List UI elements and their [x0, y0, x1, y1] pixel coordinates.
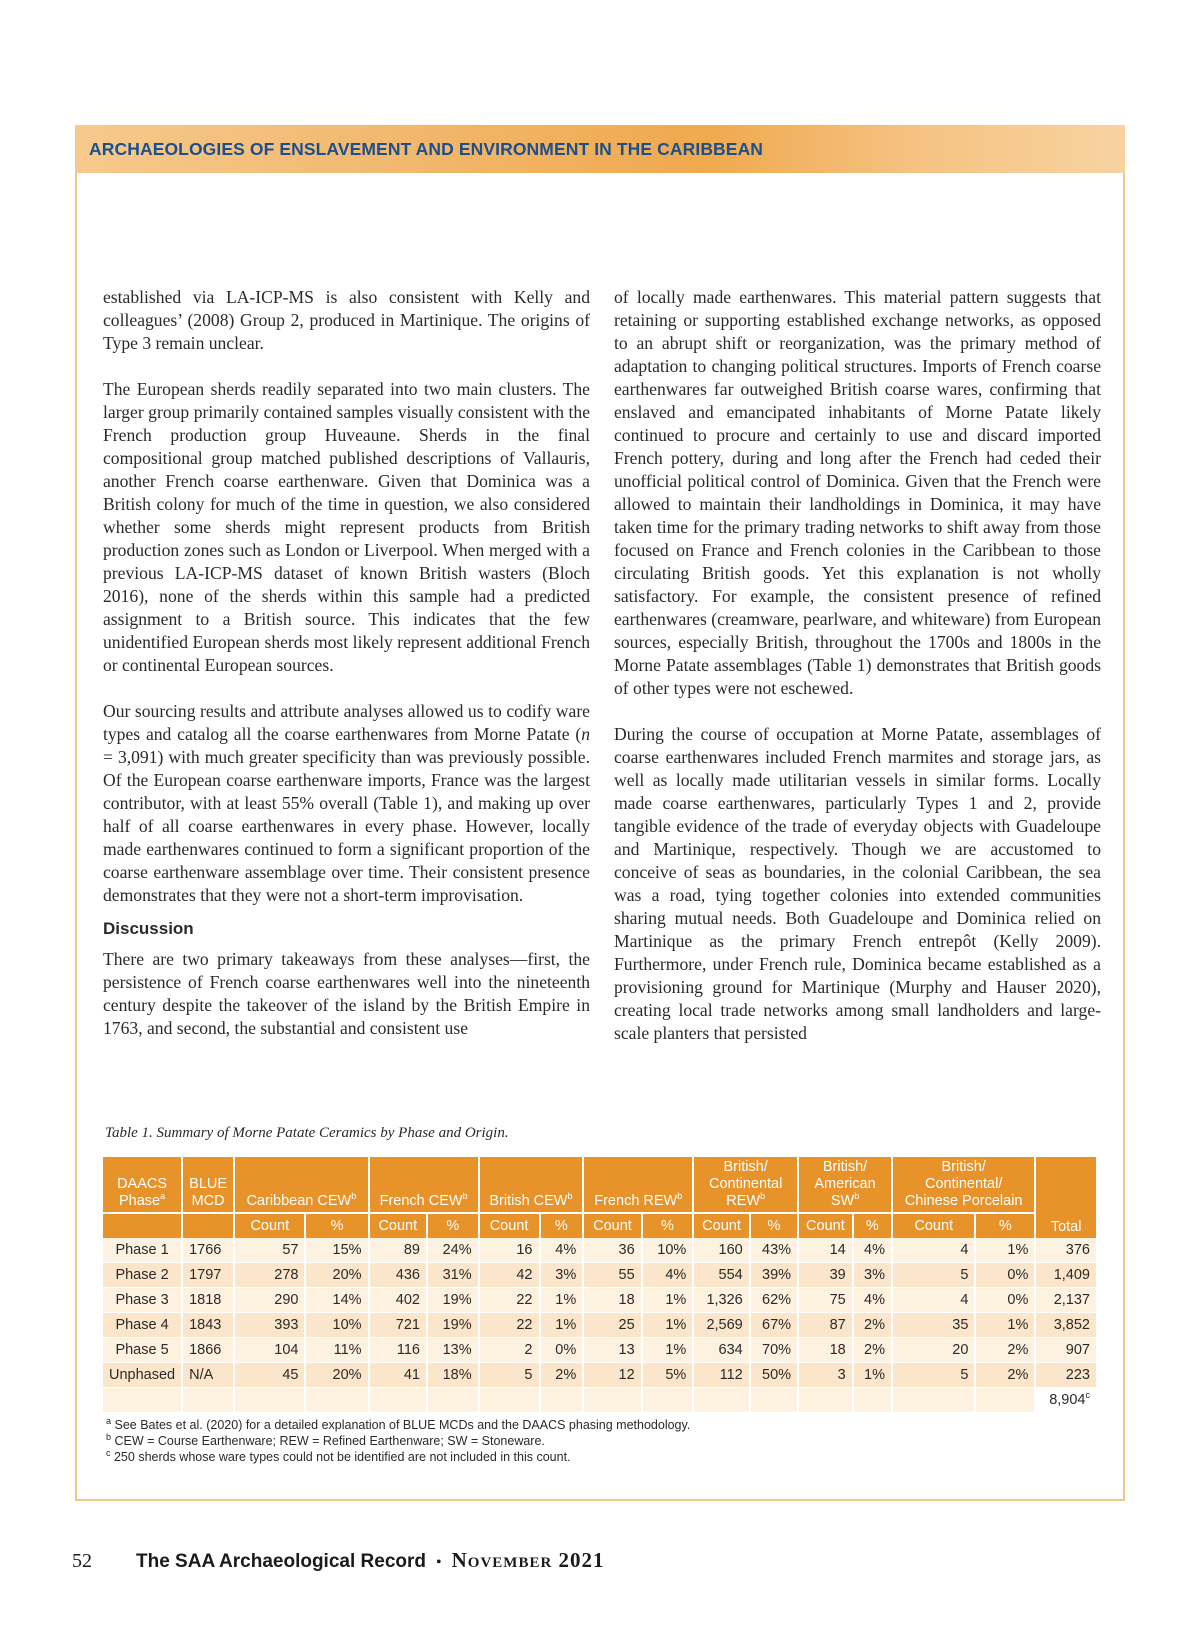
table-cell-c2: 89: [369, 1238, 427, 1263]
subheader-count: Count: [693, 1213, 749, 1238]
table-cell-c3: 2: [479, 1338, 540, 1363]
note-b: $^b$ CEW = Course Earthenware; REW = Refined Earthenware; SW = Stoneware.: [106, 1431, 545, 1448]
table-cell-mcd: 1766: [182, 1238, 234, 1263]
table-cell-mcd: N/A: [182, 1363, 234, 1388]
table-cell-c6: 75: [798, 1288, 853, 1313]
table-cell-phase: Phase 4: [103, 1313, 182, 1338]
table-cell-c2: 436: [369, 1263, 427, 1288]
table-cell-p6: 4%: [853, 1238, 892, 1263]
table-cell-empty: [693, 1388, 749, 1413]
section-heading: Discussion: [103, 919, 194, 938]
table-cell-c3: 42: [479, 1263, 540, 1288]
table-cell-c7: 5: [892, 1363, 975, 1388]
table-cell-mcd: 1797: [182, 1263, 234, 1288]
table-cell-phase: Unphased: [103, 1363, 182, 1388]
col-header-total: Total: [1035, 1157, 1097, 1238]
table-cell-p4: 4%: [642, 1263, 694, 1288]
col-header-brit-am-sw: British/ American $SW^b$: [798, 1157, 892, 1213]
table-cell-c2: 116: [369, 1338, 427, 1363]
col-header-brit-cont-rew: British/ Continental REW$^b$: [693, 1157, 798, 1213]
table-cell-p5: 70%: [750, 1338, 798, 1363]
subheader-blank: [103, 1213, 182, 1238]
table-cell-c1: 393: [234, 1313, 305, 1338]
table-cell-total: 1,409: [1035, 1263, 1097, 1288]
subheader-count: Count: [583, 1213, 641, 1238]
table-cell-p1: 20%: [305, 1263, 368, 1288]
table-cell-p2: 24%: [427, 1238, 479, 1263]
table-cell-total: 2,137: [1035, 1288, 1097, 1313]
table-cell-p2: 13%: [427, 1338, 479, 1363]
table-cell-p2: 18%: [427, 1363, 479, 1388]
table-cell-empty: [369, 1388, 427, 1413]
table-cell-p5: 50%: [750, 1363, 798, 1388]
table-cell-phase: Phase 2: [103, 1263, 182, 1288]
section-title: ARCHAEOLOGIES OF ENSLAVEMENT AND ENVIRONMENT IN THE CARIBBEAN: [89, 139, 764, 159]
table-cell-empty: [853, 1388, 892, 1413]
table-cell-p1: 11%: [305, 1338, 368, 1363]
table-cell-p6: 2%: [853, 1338, 892, 1363]
table-cell-p7: 0%: [975, 1288, 1035, 1313]
paragraph: Our sourcing results and attribute analyses allowed us to codify ware types and catalog all the coarse earthenwares from Morne Patate (n = 3,091) with much greater specificity than was previously possible. Of the European coarse earthenware imports, France was the largest contributor, with at least 55% overall (Table 1), and making up over half of all coarse earthenwares in every phase. However, locally made earthenwares continued to form a significant proportion of the coarse earthenware assemblage over time. Their consistent presence demonstrates that they were not a short-term improvisation.: [103, 701, 590, 905]
table-cell-p7: 2%: [975, 1338, 1035, 1363]
table-cell-c4: 13: [583, 1338, 641, 1363]
table-notes: [106, 1417, 690, 1465]
col-header-caribbean: Caribbean CEW$^b$: [234, 1157, 368, 1213]
paragraph: During the course of occupation at Morne Patate, assemblages of coarse earthenwares included French marmites and storage jars, as well as locally made utilitarian vessels in similar forms. Locally made coarse earthenwares, particularly Types 1 and 2, provide tangible evidence of the trade of everyday objects with Guadeloupe and Martinique, respectively. Though we are accustomed to conceive of seas as boundaries, in the colonial Caribbean, the sea was a road, tying together colonies into extended communities sharing mutual needs. Both Guadeloupe and Dominica relied on Martinique as the primary French entrepôt (Kelly 2009). Furthermore, under French rule, Dominica became established as a provisioning ground for Martinique (Murphy and Hauser 2020), creating local trade networks among small landholders and large-scale planters that persisted: [614, 724, 1101, 1043]
table-cell-p7: 2%: [975, 1363, 1035, 1388]
col-header-phase: DAACS Phase$^a$: [103, 1157, 182, 1213]
table-cell-p5: 67%: [750, 1313, 798, 1338]
subheader-pct: %: [975, 1213, 1035, 1238]
table-cell-c7: 35: [892, 1313, 975, 1338]
table-cell-empty: [427, 1388, 479, 1413]
table-cell-empty: [750, 1388, 798, 1413]
table-cell-p6: 1%: [853, 1363, 892, 1388]
table-cell-mcd: 1843: [182, 1313, 234, 1338]
table-cell-c5: 554: [693, 1263, 749, 1288]
left-column: [103, 286, 590, 1040]
table-cell-c2: 402: [369, 1288, 427, 1313]
table-cell-empty: [479, 1388, 540, 1413]
table-cell-c4: 36: [583, 1238, 641, 1263]
table-cell-total: 223: [1035, 1363, 1097, 1388]
table-cell-empty: [540, 1388, 584, 1413]
table-cell-p5: 62%: [750, 1288, 798, 1313]
table-cell-p3: 1%: [540, 1313, 584, 1338]
col-header-british-cew: British CEW$^b$: [479, 1157, 584, 1213]
table-cell-c7: 20: [892, 1338, 975, 1363]
grand-total: 8,904$^c$: [1035, 1388, 1097, 1413]
table-cell-empty: [892, 1388, 975, 1413]
table-row: [103, 1338, 1097, 1363]
table-cell-p3: 1%: [540, 1288, 584, 1313]
table-cell-p1: 15%: [305, 1238, 368, 1263]
table-cell-p4: 1%: [642, 1313, 694, 1338]
table-cell-p6: 3%: [853, 1263, 892, 1288]
table-cell-c2: 41: [369, 1363, 427, 1388]
paragraph: of locally made earthenwares. This material pattern suggests that retaining or supporting established exchange networks, as opposed to an abrupt shift or reorganization, was the primary method of adaptation to changing political structures. Imports of French coarse earthenwares far outweighed British coarse wares, confirming that enslaved and emancipated inhabitants of Morne Patate likely continued to procure and certainly to use and discard imported French pottery, during and long after the French had ceded their unofficial political control of Dominica. Given that the French were allowed to maintain their landholdings in Dominica, it may have taken time for the primary trading networks to shift away from those focused on France and French colonies in the Caribbean to those circulating British goods. Yet this explanation is not wholly satisfactory. For example, the consistent presence of refined earthenwares (creamware, pearlware, and whiteware) from European sources, especially British, throughout the 1700s and 1800s in the Morne Patate assemblages (Table 1) demonstrates that British goods of other types were not eschewed.: [614, 287, 1101, 698]
table-cell-p2: 19%: [427, 1288, 479, 1313]
table-cell-c4: 55: [583, 1263, 641, 1288]
table-cell-c5: 112: [693, 1363, 749, 1388]
table-cell-c6: 3: [798, 1363, 853, 1388]
table-cell-c7: 4: [892, 1238, 975, 1263]
subheader-pct: %: [750, 1213, 798, 1238]
note-a: $^a$ See Bates et al. (2020) for a detailed explanation of BLUE MCDs and the DAACS phasing methodology.: [106, 1415, 691, 1432]
table-cell-c3: 22: [479, 1313, 540, 1338]
table-cell-p4: 1%: [642, 1338, 694, 1363]
table-cell-empty: [182, 1388, 234, 1413]
table-cell-p2: 19%: [427, 1313, 479, 1338]
issue-date: November 2021: [451, 1548, 605, 1572]
table-row: [103, 1238, 1097, 1263]
table-cell-c1: 45: [234, 1363, 305, 1388]
subheader-count: Count: [479, 1213, 540, 1238]
table-cell-phase: Phase 5: [103, 1338, 182, 1363]
table-cell-p7: 1%: [975, 1238, 1035, 1263]
table-cell-empty: [642, 1388, 694, 1413]
table-cell-c2: 721: [369, 1313, 427, 1338]
table-cell-p4: 10%: [642, 1238, 694, 1263]
table-cell-p5: 43%: [750, 1238, 798, 1263]
table-cell-p7: 0%: [975, 1263, 1035, 1288]
table-cell-p2: 31%: [427, 1263, 479, 1288]
table-row: [103, 1263, 1097, 1288]
paragraph: The European sherds readily separated into two main clusters. The larger group primarily contained samples visually consistent with the French production group Huveaune. Sherds in the final compositional group matched published descriptions of Vallauris, another French coarse earthenware. Given that Dominica was a British colony for much of the time in question, we also considered whether some sherds might represent products from British production zones such as London or Liverpool. When merged with a previous LA-ICP-MS dataset of known British wasters (Bloch 2016), none of the sherds within this sample had a predicted assignment to a British source. This indicates that the few unidentified European sherds most likely represent additional French or continental European sources.: [103, 379, 590, 675]
table-cell-phase: Phase 3: [103, 1288, 182, 1313]
table-cell-p1: 14%: [305, 1288, 368, 1313]
table-row: [103, 1313, 1097, 1338]
subheader-pct: %: [427, 1213, 479, 1238]
right-column: [614, 286, 1101, 1045]
paragraph: established via LA-ICP-MS is also consistent with Kelly and colleagues’ (2008) Group 2, produced in Martinique. The origins of Type 3 remain unclear.: [103, 287, 590, 353]
table-cell-c6: 87: [798, 1313, 853, 1338]
table-cell-p7: 1%: [975, 1313, 1035, 1338]
table-cell-empty: [103, 1388, 182, 1413]
table-cell-p4: 5%: [642, 1363, 694, 1388]
table-cell-c7: 5: [892, 1263, 975, 1288]
table-row: [103, 1288, 1097, 1313]
table-cell-c5: 1,326: [693, 1288, 749, 1313]
section-banner: [75, 125, 1125, 173]
table-cell-mcd: 1818: [182, 1288, 234, 1313]
subheader-count: Count: [892, 1213, 975, 1238]
table-cell-p6: 4%: [853, 1288, 892, 1313]
table-cell-c4: 12: [583, 1363, 641, 1388]
table-cell-c4: 18: [583, 1288, 641, 1313]
col-header-french-cew: French CEW$^b$: [369, 1157, 479, 1213]
page-number: 52: [72, 1550, 92, 1572]
table-caption: Table 1. Summary of Morne Patate Ceramics by Phase and Origin.: [105, 1125, 509, 1141]
table-cell-phase: Phase 1: [103, 1238, 182, 1263]
col-header-porcelain: British/ Continental/ Chinese Porcelain: [892, 1157, 1035, 1213]
table-cell-c7: 4: [892, 1288, 975, 1313]
table-cell-c6: 14: [798, 1238, 853, 1263]
table-cell-p3: 0%: [540, 1338, 584, 1363]
table-cell-p1: 20%: [305, 1363, 368, 1388]
grand-total-row: [103, 1388, 1097, 1413]
paragraph: There are two primary takeaways from these analyses—first, the persistence of French coarse earthenwares well into the nineteenth century despite the takeover of the island by the British Empire in 1763, and second, the substantial and consistent use: [103, 949, 590, 1038]
col-header-french-rew: French REW$^b$: [583, 1157, 693, 1213]
col-header-mcd: BLUE MCD: [182, 1157, 234, 1213]
table-cell-c6: 18: [798, 1338, 853, 1363]
table-cell-c3: 16: [479, 1238, 540, 1263]
table-cell-empty: [975, 1388, 1035, 1413]
table-cell-c1: 290: [234, 1288, 305, 1313]
table-cell-empty: [305, 1388, 368, 1413]
subheader-pct: %: [642, 1213, 694, 1238]
table-row: [103, 1363, 1097, 1388]
table-cell-empty: [234, 1388, 305, 1413]
table-cell-c4: 25: [583, 1313, 641, 1338]
subheader-count: Count: [234, 1213, 305, 1238]
table-cell-total: 907: [1035, 1338, 1097, 1363]
table-cell-c5: 634: [693, 1338, 749, 1363]
subheader-count: Count: [369, 1213, 427, 1238]
table-cell-p3: 4%: [540, 1238, 584, 1263]
table-cell-p6: 2%: [853, 1313, 892, 1338]
subheader-blank: [182, 1213, 234, 1238]
bullet-separator: •: [436, 1554, 442, 1571]
table-cell-c5: 2,569: [693, 1313, 749, 1338]
subheader-pct: %: [305, 1213, 368, 1238]
subheader-pct: %: [540, 1213, 584, 1238]
table-cell-mcd: 1866: [182, 1338, 234, 1363]
table-cell-c3: 5: [479, 1363, 540, 1388]
table-cell-p4: 1%: [642, 1288, 694, 1313]
table-cell-p5: 39%: [750, 1263, 798, 1288]
subheader-pct: %: [853, 1213, 892, 1238]
table-cell-c6: 39: [798, 1263, 853, 1288]
ceramics-table: [103, 1157, 1098, 1413]
table-cell-p3: 2%: [540, 1363, 584, 1388]
table-cell-p3: 3%: [540, 1263, 584, 1288]
table-cell-total: 3,852: [1035, 1313, 1097, 1338]
table-cell-c1: 278: [234, 1263, 305, 1288]
table-cell-c1: 57: [234, 1238, 305, 1263]
subheader-count: Count: [798, 1213, 853, 1238]
table-cell-empty: [798, 1388, 853, 1413]
table-cell-c5: 160: [693, 1238, 749, 1263]
table-cell-c3: 22: [479, 1288, 540, 1313]
table-cell-total: 376: [1035, 1238, 1097, 1263]
note-c: $^c$ 250 sherds whose ware types could not be identified are not included in this count.: [106, 1447, 571, 1464]
table-cell-c1: 104: [234, 1338, 305, 1363]
table-cell-empty: [583, 1388, 641, 1413]
page-footer: [72, 1548, 605, 1573]
journal-title: The SAA Archaeological Record: [136, 1551, 426, 1572]
table-cell-p1: 10%: [305, 1313, 368, 1338]
